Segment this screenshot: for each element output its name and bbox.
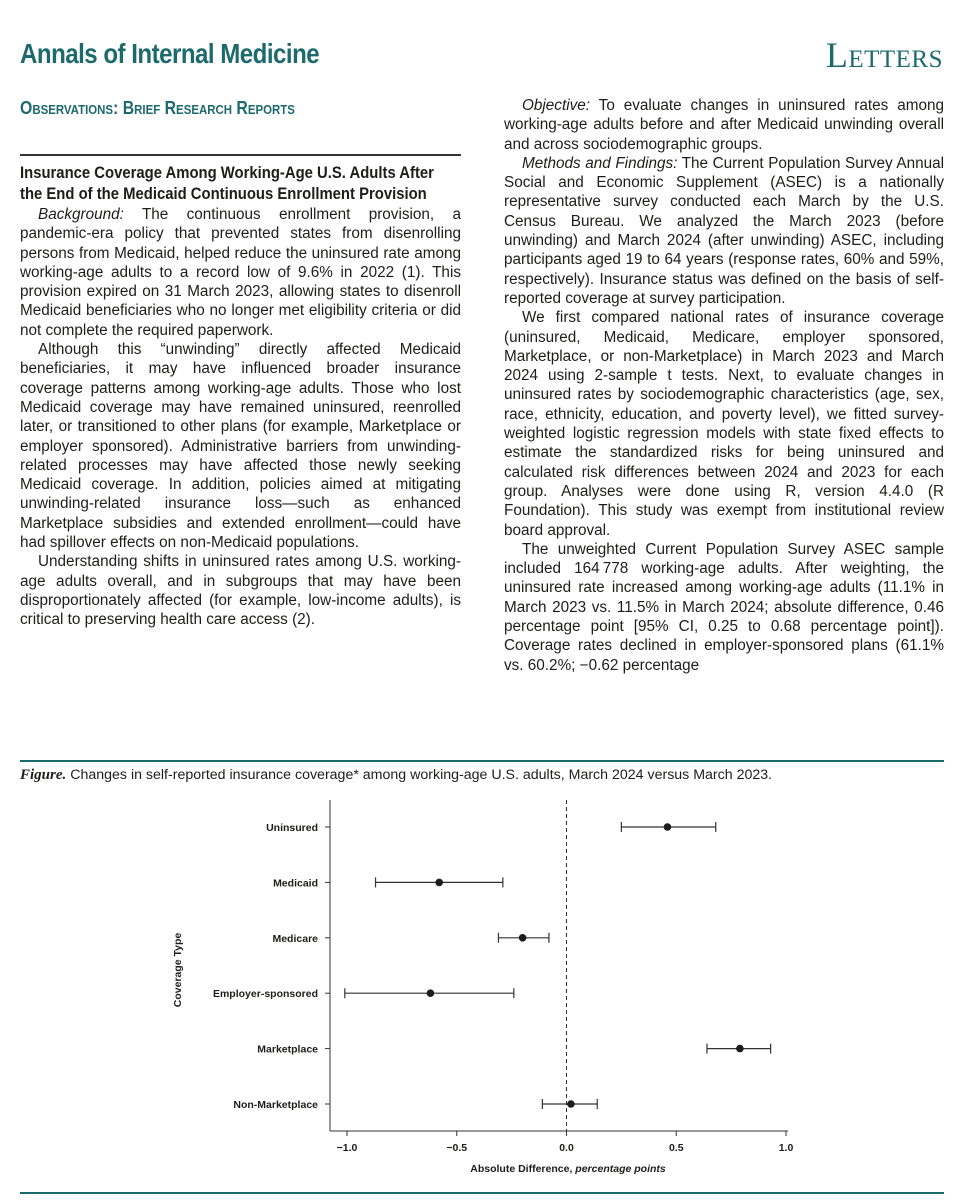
journal-title: Annals of Internal Medicine (20, 38, 320, 69)
point-estimate (519, 934, 527, 942)
paragraph-text: The continuous enrollment provision, a pandemic-era policy that prevented states from disenrolling persons from Medicaid, helped reduce the uninsured rate among working-age adults to a record low of 9.6% in 2022 (1). This provision expired on 31 March 2023, allowing states to disenroll Medicaid beneficiaries who no longer met eligibility criteria or did not complete the required paperwork. (20, 206, 461, 339)
paragraph-lead: Background: (38, 206, 124, 223)
x-axis-label (470, 1163, 666, 1175)
paragraph-lead: Objective: (522, 97, 591, 114)
point-estimate (736, 1045, 744, 1053)
subsection-label: Observations: Brief Research Reports (20, 98, 295, 118)
category-label: Marketplace (257, 1043, 318, 1056)
category-label: Uninsured (266, 822, 318, 834)
point-estimate (567, 1100, 575, 1108)
paragraph-lead: Methods and Findings: (522, 154, 678, 172)
x-tick-label: 1.0 (778, 1142, 794, 1154)
point-estimate (427, 989, 435, 997)
category-label: Medicaid (273, 877, 318, 890)
article-title: Insurance Coverage Among Working-Age U.S. Adults After the End of the Medicaid Continuous Enrollment Provision (20, 164, 434, 203)
paragraph-text: The Current Population Survey Annual Social and Economic Supplement (ASEC) is a nationally representative survey conducted each March by the U.S. Census Bureau. We analyzed the March 2023 (before unwinding) and March 2024 (after unwinding) ASEC, including participants aged 19 to 64 years (response rates, 60% and 59%, respectively). Insurance status was defined on the basis of self-reported coverage at survey participation. (504, 154, 945, 307)
x-tick-label: −0.5 (446, 1142, 468, 1154)
x-tick-label: 0.5 (668, 1142, 684, 1154)
figure-label: Figure. (20, 767, 67, 783)
point-estimate (664, 823, 672, 831)
x-tick-label: 0.0 (559, 1142, 574, 1154)
paragraph-text: The unweighted Current Population Survey ASEC sample included 164 778 working-age adults. After weighting, the uninsured rate increased among working-age adults (11.1% in March 2023 vs. 11.5% in March 2024; absolute difference, 0.46 percentage point [95% CI, 0.25 to 0.68 percentage point]). Coverage rates declined in employer-sponsored plans (61.1% vs. 60.2%; −0.62 percentage (504, 540, 944, 674)
paragraph-text: Although this “unwinding” directly affected Medicaid beneficiaries, it may have influenced broader insurance coverage patterns among working-age adults. Those who lost Medicaid coverage may have remained uninsured, reenrolled later, or transitioned to other plans (for example, Marketplace or employer sponsored). Administrative barriers from unwinding-related processes may have affected those newly seeking Medicaid coverage. In addition, policies aimed at mitigating unwinding-related insurance loss—such as enhanced Marketplace subsidies and extended enrollment—could have had spillover effects on non-Medicaid populations. (20, 341, 461, 552)
y-axis-label: Coverage Type (172, 932, 184, 1008)
paragraph-text: Understanding shifts in uninsured rates among U.S. working-age adults overall, and in subgroups that may have been disproportionately affected (for example, low-income adults), is critical to preserving health care access (2). (20, 553, 461, 629)
figure-caption-text: Changes in self-reported insurance coverage* among working-age U.S. adults, March 2024 versus March 2023. (66, 767, 773, 783)
x-axis-label-main: Absolute Difference, (470, 1163, 576, 1175)
x-axis-label-units: percentage points (575, 1163, 666, 1175)
x-tick-label: −1.0 (336, 1142, 358, 1154)
point-estimate (435, 879, 443, 887)
category-label: Non-Marketplace (233, 1099, 318, 1111)
section-label: Letters (825, 35, 943, 75)
category-label: Medicare (272, 932, 318, 945)
paragraph-text: To evaluate changes in uninsured rates among working-age adults before and after Medicaid unwinding overall and across sociodemographic groups. (504, 97, 944, 153)
bottom-rule (20, 1192, 944, 1194)
category-label: Employer-sponsored (212, 988, 318, 1001)
paragraph-text: We first compared national rates of insurance coverage (uninsured, Medicaid, Medicare, employer sponsored, Marketplace, or non-Marketplace) in March 2023 and March 2024 using 2-sample t tests. Next, to evaluate changes in uninsured rates by sociodemographic characteristics (age, sex, race, ethnicity, education, and poverty level), we fitted survey-weighted logistic regression models with state fixed effects to estimate the standardized risks for being uninsured and calculated risk differences between 2024 and 2023 for each group. Analyses were done using R, version 4.4.0 (R Foundation). This study was exempt from institutional review board approval. (504, 309, 944, 539)
